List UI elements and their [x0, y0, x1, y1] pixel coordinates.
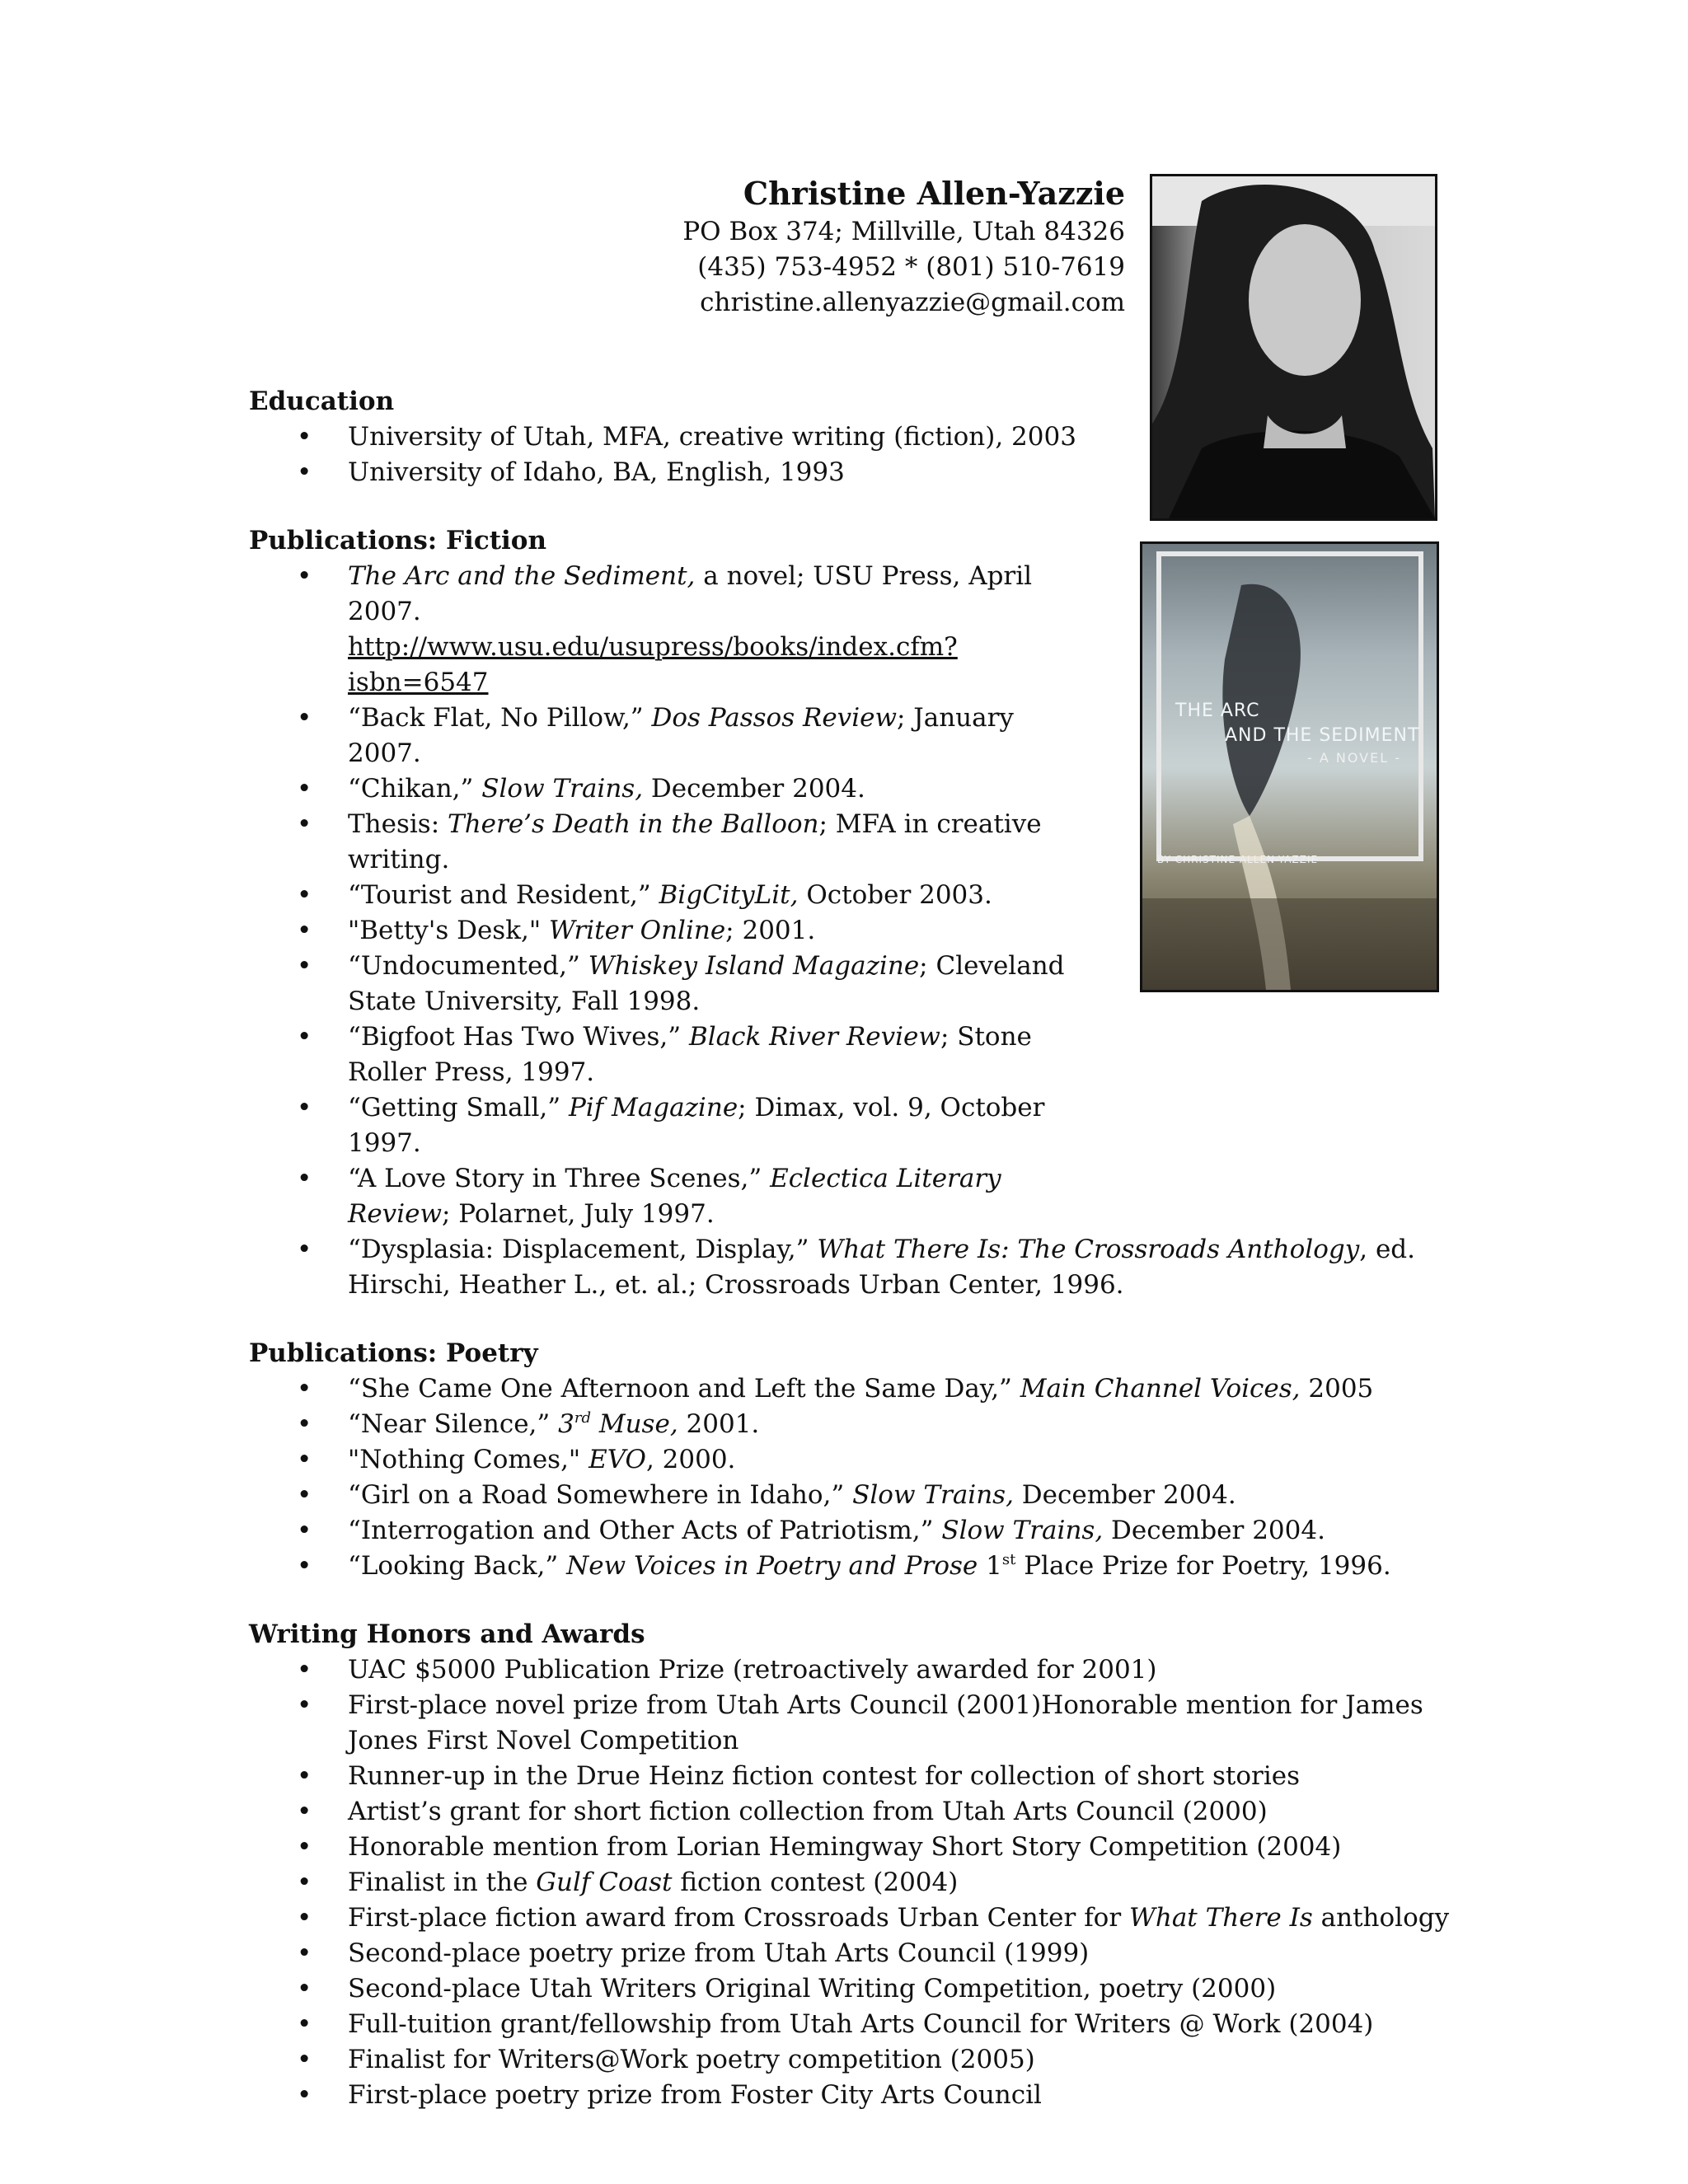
poetry-item: • “Near Silence,” 3rd Muse, 2001.: [249, 1407, 1461, 1442]
poetry-heading: Publications: Poetry: [249, 1338, 538, 1368]
cover-title: THE ARC AND THE SEDIMENT: [1175, 701, 1420, 746]
contact-header: [682, 173, 1125, 321]
resume-content: [249, 384, 1461, 2146]
cover-author: BY CHRISTINE ALLEN-YAZZIE: [1157, 854, 1319, 865]
award-item: • Finalist in the Gulf Coast fiction contest (2004): [249, 1865, 1461, 1900]
fiction-item: • “Bigfoot Has Two Wives,” Black River Review; Stone Roller Press, 1997.: [249, 1019, 1461, 1090]
fiction-item: • “Back Flat, No Pillow,” Dos Passos Review; January 2007.: [249, 701, 1461, 771]
award-item: • Honorable mention from Lorian Hemingway Short Story Competition (2004): [249, 1830, 1461, 1865]
cover-subtitle: - A NOVEL -: [1307, 750, 1401, 766]
phone-numbers: (435) 753-4952 * (801) 510-7619: [697, 252, 1125, 282]
publisher-link[interactable]: http://www.usu.edu/usupress/books/index.cfm?isbn=6547: [348, 632, 958, 697]
award-item: • Artist’s grant for short fiction collection from Utah Arts Council (2000): [249, 1794, 1461, 1830]
fiction-item: • “Chikan,” Slow Trains, December 2004.: [249, 771, 1461, 807]
award-item: • First-place poetry prize from Foster City Arts Council: [249, 2078, 1461, 2113]
poetry-list: [249, 1371, 1461, 1584]
education-item: • University of Idaho, BA, English, 1993: [249, 455, 1461, 490]
fiction-list: [249, 559, 1461, 1303]
award-item: • Runner-up in the Drue Heinz fiction contest for collection of short stories: [249, 1759, 1461, 1794]
fiction-item: • “Tourist and Resident,” BigCityLit, October 2003.: [249, 878, 1461, 913]
education-heading: Education: [249, 387, 395, 416]
award-item: • First-place fiction award from Crossroads Urban Center for What There Is anthology: [249, 1900, 1461, 1936]
poetry-item: • “Girl on a Road Somewhere in Idaho,” Slow Trains, December 2004.: [249, 1478, 1461, 1513]
education-list: [249, 419, 1461, 490]
awards-heading: Writing Honors and Awards: [249, 1619, 645, 1649]
poetry-item: • “Looking Back,” New Voices in Poetry and Prose 1st Place Prize for Poetry, 1996.: [249, 1549, 1461, 1584]
fiction-heading: Publications: Fiction: [249, 526, 547, 555]
fiction-item: • "Betty's Desk," Writer Online; 2001.: [249, 913, 1461, 949]
fiction-item: • Thesis: There’s Death in the Balloon; MFA in creative writing.: [249, 807, 1461, 878]
poetry-item: • "Nothing Comes," EVO, 2000.: [249, 1442, 1461, 1478]
poetry-item: • “She Came One Afternoon and Left the Same Day,” Main Channel Voices, 2005: [249, 1371, 1461, 1407]
education-item: • University of Utah, MFA, creative writing (fiction), 2003: [249, 419, 1461, 455]
fiction-item: • “A Love Story in Three Scenes,” Eclectica Literary Review; Polarnet, July 1997.: [249, 1161, 1461, 1232]
fiction-item: • “Getting Small,” Pif Magazine; Dimax, vol. 9, October 1997.: [249, 1090, 1461, 1161]
fiction-item: • The Arc and the Sediment, a novel; USU Press, April 2007. http://www.usu.edu/usupress/books/index.cfm?isbn=6547: [249, 559, 1461, 701]
award-item: • Second-place poetry prize from Utah Arts Council (1999): [249, 1936, 1461, 1971]
award-item: • UAC $5000 Publication Prize (retroactively awarded for 2001): [249, 1652, 1461, 1688]
fiction-item: • “Undocumented,” Whiskey Island Magazine; Cleveland State University, Fall 1998.: [249, 949, 1461, 1019]
award-item: • Finalist for Writers@Work poetry competition (2005): [249, 2042, 1461, 2078]
fiction-item: • “Dysplasia: Displacement, Display,” What There Is: The Crossroads Anthology, ed. Hirschi, Heather L., et. al.; Crossroads Urban Center, 1996.: [249, 1232, 1461, 1303]
address: PO Box 374; Millville, Utah 84326: [682, 217, 1125, 246]
award-item: • Full-tuition grant/fellowship from Utah Arts Council for Writers @ Work (2004): [249, 2007, 1461, 2042]
awards-list: [249, 1652, 1461, 2113]
award-item: • Second-place Utah Writers Original Writing Competition, poetry (2000): [249, 1971, 1461, 2007]
award-item: • First-place novel prize from Utah Arts Council (2001)Honorable mention for James Jones First Novel Competition: [249, 1688, 1461, 1759]
email: christine.allenyazzie@gmail.com: [700, 288, 1125, 317]
poetry-item: • “Interrogation and Other Acts of Patriotism,” Slow Trains, December 2004.: [249, 1513, 1461, 1549]
author-name: Christine Allen-Yazzie: [743, 175, 1125, 212]
